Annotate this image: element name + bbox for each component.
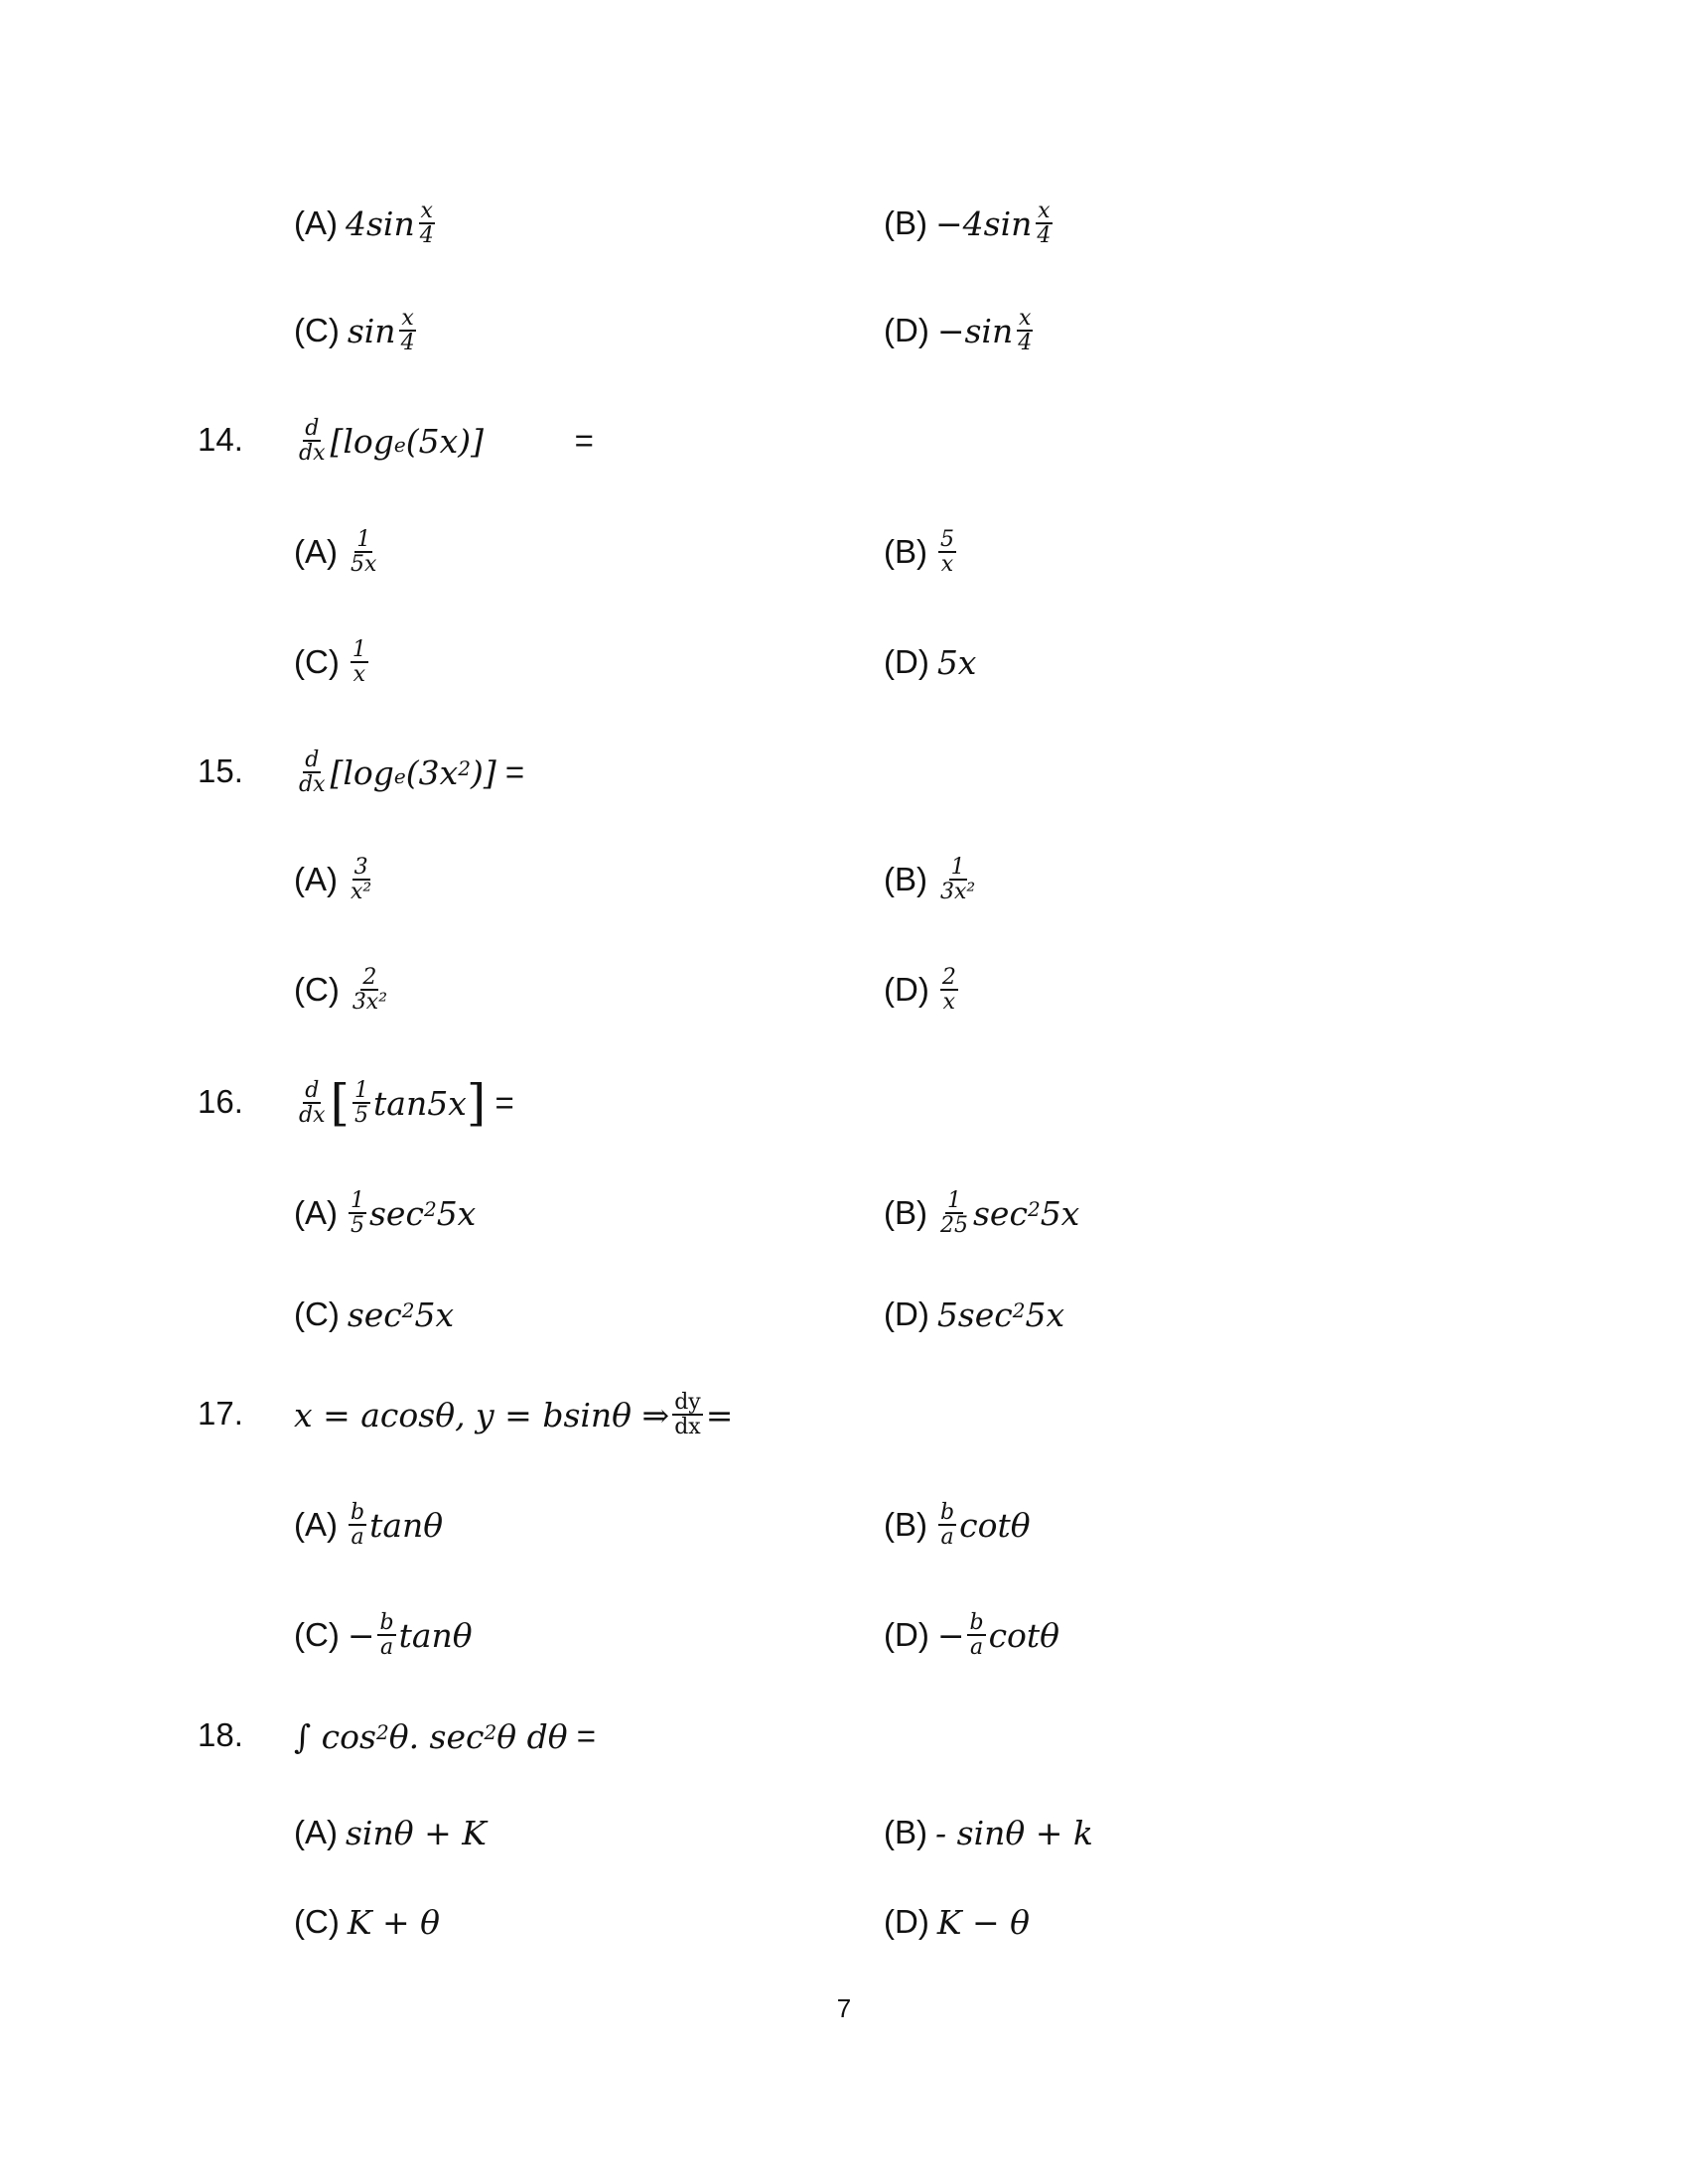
math-expression	[935, 200, 1055, 247]
answer-option	[884, 850, 980, 909]
numerator: d	[305, 747, 320, 772]
math-expression	[346, 200, 439, 247]
math-expression	[346, 1814, 487, 1852]
fraction	[418, 200, 436, 247]
math-expression	[346, 1189, 476, 1237]
numerator: x	[420, 198, 433, 223]
denominator: dx	[674, 1415, 701, 1439]
fraction	[1035, 200, 1053, 247]
math-text: sec	[973, 1193, 1028, 1233]
denominator: dx	[299, 441, 326, 466]
answer-option	[884, 1183, 1079, 1243]
answer-option	[884, 301, 1037, 360]
option-label: (B)	[884, 1506, 927, 1543]
math-expression	[937, 643, 977, 682]
answer-option	[294, 1495, 443, 1555]
math-text: 5x	[414, 1295, 455, 1334]
numerator: 2	[362, 964, 377, 990]
answer-option	[294, 960, 392, 1020]
math-text: (5x)]	[405, 421, 484, 461]
fraction	[351, 966, 389, 1014]
numerator: d	[305, 1077, 320, 1103]
option-label: (D)	[884, 643, 929, 680]
question-stem	[294, 1073, 514, 1133]
option-label: (B)	[884, 533, 927, 570]
option-label: (D)	[884, 1616, 929, 1653]
math-text: [log	[330, 421, 394, 461]
fraction	[938, 528, 956, 576]
math-text: sec	[347, 1295, 402, 1334]
math-expression	[937, 307, 1037, 354]
math-text: 5x	[936, 642, 977, 682]
equals-sign: =	[567, 1717, 597, 1754]
math-text: −sin	[936, 311, 1014, 350]
denominator: 4	[1018, 331, 1033, 355]
math-expression	[346, 1501, 443, 1549]
question-number: 16.	[198, 1083, 243, 1120]
answer-option	[884, 1285, 1064, 1344]
fraction	[938, 856, 977, 903]
math-text: tan5x	[373, 1083, 467, 1123]
denominator: 5	[354, 1103, 369, 1128]
math-expression	[937, 966, 961, 1014]
superscript: 2	[375, 1720, 389, 1744]
denominator: 4	[400, 331, 415, 355]
option-label: (A)	[294, 1814, 338, 1850]
fraction	[940, 966, 958, 1014]
option-label: (B)	[884, 1194, 927, 1231]
fraction	[377, 1611, 395, 1659]
page-number: 7	[836, 1993, 852, 2023]
option-label: (A)	[294, 1194, 338, 1231]
superscript: 2	[401, 1298, 415, 1322]
math-text: θ. sec	[388, 1716, 485, 1756]
fraction	[1016, 307, 1034, 354]
math-expression	[935, 1189, 1079, 1237]
math-expression	[348, 1611, 473, 1659]
numerator: 2	[941, 964, 956, 990]
answer-option	[294, 1285, 454, 1344]
numerator: 1	[356, 526, 371, 552]
math-expression	[348, 638, 371, 686]
answer-option	[884, 1495, 1031, 1555]
math-text: (3x	[405, 752, 459, 792]
denominator: a	[351, 1525, 364, 1550]
denominator: 25	[940, 1213, 968, 1238]
math-expression	[294, 1717, 596, 1756]
numerator: b	[940, 1499, 955, 1525]
denominator: dx	[299, 1103, 326, 1128]
option-label: (A)	[294, 205, 338, 241]
answer-option	[884, 1803, 1093, 1862]
math-expression	[935, 1501, 1031, 1549]
math-expression	[937, 1611, 1059, 1659]
math-expression	[346, 856, 376, 903]
option-label: (C)	[294, 643, 340, 680]
question-stem	[294, 1385, 733, 1444]
answer-option	[884, 632, 976, 692]
subscript: e	[393, 764, 406, 788]
answer-option	[884, 1605, 1059, 1665]
math-text: 5x	[436, 1193, 477, 1233]
math-expression	[348, 1296, 454, 1334]
fraction	[349, 1501, 366, 1549]
math-text: 5x	[1040, 1193, 1080, 1233]
math-text: θ dθ	[496, 1716, 568, 1756]
numerator: x	[1038, 198, 1051, 223]
denominator: a	[969, 1635, 984, 1660]
fraction	[672, 1391, 703, 1438]
answer-option	[884, 194, 1055, 253]
fraction	[938, 1189, 970, 1237]
math-text: −	[936, 1615, 965, 1655]
math-expression	[294, 749, 524, 796]
math-expression	[348, 966, 392, 1014]
denominator: x	[942, 990, 956, 1015]
numerator: d	[305, 415, 320, 441]
option-label: (A)	[294, 1506, 338, 1543]
equals-sign: =	[484, 422, 594, 459]
numerator: 1	[354, 1077, 369, 1103]
option-label: (A)	[294, 861, 338, 897]
answer-option	[294, 1183, 476, 1243]
math-text: −4sin	[935, 204, 1033, 243]
math-text: - sinθ + k	[935, 1813, 1093, 1852]
question-number: 14.	[198, 421, 243, 458]
numerator: 1	[950, 854, 965, 880]
math-text: cotθ	[959, 1505, 1031, 1545]
superscript: 2	[458, 756, 471, 780]
answer-option	[294, 301, 420, 360]
numerator: 1	[352, 636, 366, 662]
option-label: (B)	[884, 1814, 927, 1850]
answer-option	[294, 1605, 473, 1665]
denominator: 4	[419, 223, 434, 248]
fraction	[399, 307, 417, 354]
option-label: (D)	[884, 312, 929, 348]
answer-option	[884, 960, 961, 1020]
math-text: sec	[369, 1193, 424, 1233]
math-expression	[346, 528, 381, 576]
math-expression	[348, 307, 420, 354]
fraction	[349, 856, 373, 903]
math-text: sinθ + K	[346, 1813, 487, 1852]
math-text: ∫ cos	[294, 1716, 376, 1756]
option-label: (D)	[884, 1903, 929, 1940]
numerator: x	[1019, 305, 1032, 331]
answer-option	[294, 522, 381, 582]
answer-option	[294, 850, 376, 909]
question-stem	[294, 411, 594, 471]
fraction	[297, 749, 328, 796]
math-expression	[294, 1074, 514, 1132]
superscript: 2	[1027, 1197, 1041, 1221]
option-label: (D)	[884, 1296, 929, 1332]
math-expression	[935, 856, 980, 903]
option-label: (C)	[294, 971, 340, 1008]
answer-option	[884, 522, 959, 582]
math-text: 5sec	[936, 1295, 1013, 1334]
bracket: [	[330, 1074, 351, 1132]
denominator: a	[940, 1525, 954, 1550]
denominator: 3x²	[352, 990, 388, 1015]
answer-option	[294, 632, 371, 692]
math-text: sin	[347, 311, 396, 350]
option-label: (C)	[294, 312, 340, 348]
option-label: (D)	[884, 971, 929, 1008]
denominator: a	[379, 1635, 394, 1660]
math-text: cotθ	[988, 1615, 1060, 1655]
math-text: −	[347, 1615, 375, 1655]
equals-sign: =	[486, 1084, 514, 1121]
math-text: K + θ	[347, 1902, 440, 1942]
question-number: 15.	[198, 752, 243, 789]
fraction	[938, 1501, 956, 1549]
equals-sign: =	[495, 753, 525, 790]
math-text: 5x	[1025, 1295, 1065, 1334]
option-label: (B)	[884, 205, 927, 241]
numerator: 5	[940, 526, 954, 552]
math-text: 4sin	[346, 204, 415, 243]
math-text: x = acosθ, y = bsinθ ⇒	[294, 1395, 670, 1434]
denominator: 3x²	[940, 880, 976, 904]
bracket: ]	[466, 1074, 487, 1132]
denominator: 5x	[351, 552, 377, 577]
subscript: e	[393, 433, 406, 457]
fraction	[297, 417, 328, 465]
denominator: 4	[1037, 223, 1052, 248]
numerator: b	[379, 1609, 394, 1635]
option-label: (C)	[294, 1903, 340, 1940]
fraction	[349, 528, 378, 576]
math-text: [log	[330, 752, 394, 792]
math-text: )]	[470, 752, 496, 792]
math-expression	[348, 1903, 440, 1942]
denominator: x²	[351, 880, 372, 904]
option-label: (C)	[294, 1616, 340, 1653]
math-expression	[937, 1903, 1030, 1942]
numerator: 3	[353, 854, 368, 880]
option-label: (A)	[294, 533, 338, 570]
fraction	[297, 1079, 328, 1127]
fraction	[351, 638, 368, 686]
numerator: x	[401, 305, 414, 331]
answer-option	[884, 1892, 1030, 1952]
option-label: (C)	[294, 1296, 340, 1332]
math-text: =	[705, 1395, 734, 1434]
denominator: x	[940, 552, 954, 577]
question-number: 17.	[198, 1395, 243, 1432]
math-expression	[937, 1296, 1064, 1334]
math-expression	[935, 1814, 1093, 1852]
numerator: b	[969, 1609, 984, 1635]
superscript: 2	[423, 1197, 437, 1221]
math-expression	[935, 528, 959, 576]
question-stem	[294, 1706, 596, 1766]
math-expression	[294, 417, 594, 465]
denominator: dx	[299, 772, 326, 797]
fraction	[352, 1079, 370, 1127]
math-text: tanθ	[398, 1615, 473, 1655]
option-label: (B)	[884, 861, 927, 897]
denominator: x	[352, 662, 366, 687]
numerator: 1	[351, 1187, 364, 1213]
math-text: tanθ	[369, 1505, 444, 1545]
math-text: K − θ	[936, 1902, 1030, 1942]
question-stem	[294, 743, 524, 802]
answer-option	[294, 1803, 487, 1862]
numerator: dy	[674, 1389, 701, 1415]
numerator: 1	[947, 1187, 961, 1213]
denominator: 5	[351, 1213, 364, 1238]
answer-option	[294, 194, 439, 253]
superscript: 2	[484, 1720, 497, 1744]
superscript: 2	[1012, 1298, 1026, 1322]
fraction	[349, 1189, 366, 1237]
fraction	[967, 1611, 985, 1659]
numerator: b	[351, 1499, 365, 1525]
answer-option	[294, 1892, 440, 1952]
question-number: 18.	[198, 1716, 243, 1753]
math-expression	[294, 1391, 733, 1438]
